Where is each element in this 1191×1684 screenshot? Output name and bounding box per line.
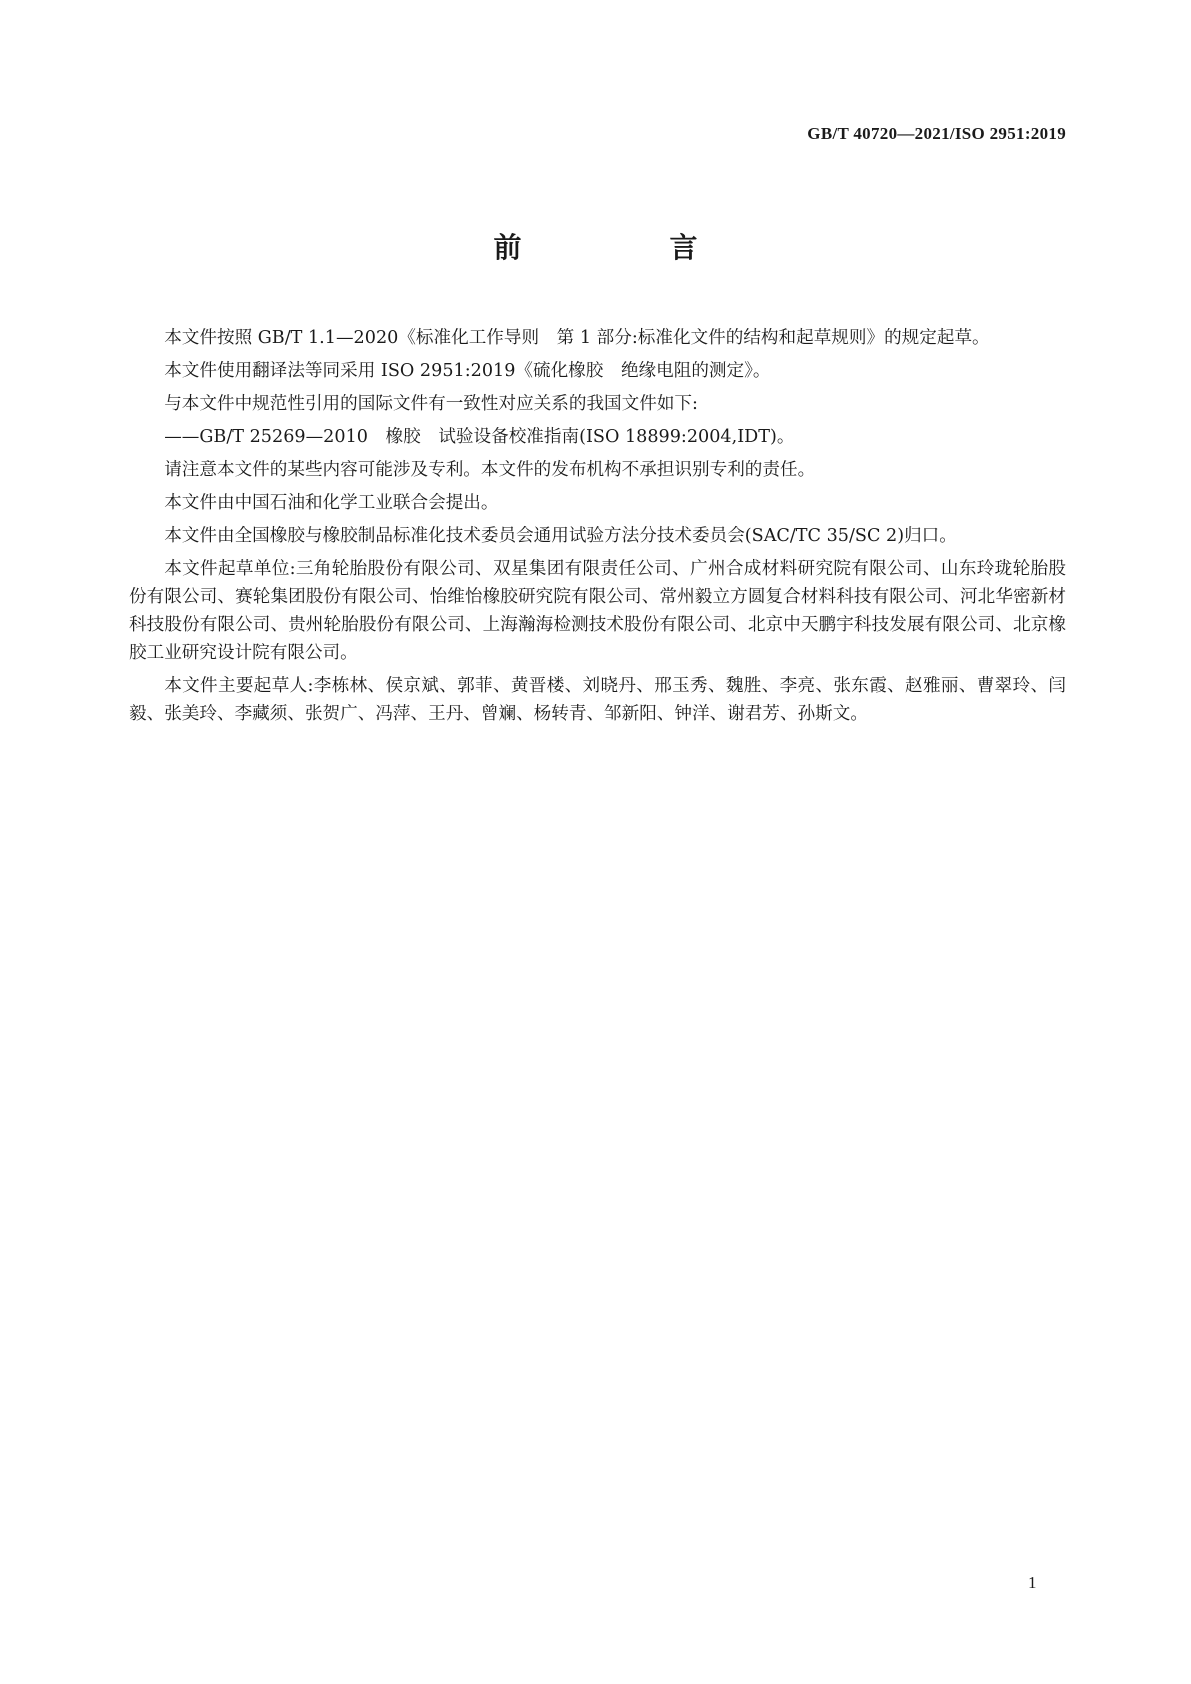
paragraph-reference-intro: 与本文件中规范性引用的国际文件有一致性对应关系的我国文件如下: <box>164 394 698 414</box>
paragraph-committee: 本文件由全国橡胶与橡胶制品标准化技术委员会通用试验方法分技术委员会(SAC/TC 35/SC 2)归口。 <box>164 526 957 546</box>
paragraph-reference-item: ——GB/T 25269—2010 橡胶 试验设备校准指南(ISO 18899:2004,IDT)。 <box>164 427 795 447</box>
paragraph-proposer: 本文件由中国石油和化学工业联合会提出。 <box>164 493 499 513</box>
paragraph-drafting-units: 本文件起草单位:三角轮胎股份有限公司、双星集团有限责任公司、广州合成材料研究院有限公司、山东玲珑轮胎股份有限公司、赛轮集团股份有限公司、怡维怡橡胶研究院有限公司、常州毅立方圆复合材料科技有限公司、河北华密新材科技股份有限公司、贵州轮胎股份有限公司、上海瀚海检测技术股份有限公司、北京中天鹏宇科技发展有限公司、北京橡胶工业研究设计院有限公司。 <box>129 559 1066 663</box>
paragraph-drafters: 本文件主要起草人:李栋林、侯京斌、郭菲、黄晋楼、刘晓丹、邢玉秀、魏胜、李亮、张东霞、赵雅丽、曹翠玲、闫毅、张美玲、李藏须、张贺广、冯萍、王丹、曾斓、杨转青、邹新阳、钟洋、谢君芳、孙斯文。 <box>129 676 1066 724</box>
paragraph-adoption: 本文件使用翻译法等同采用 ISO 2951:2019《硫化橡胶 绝缘电阻的测定》。 <box>164 361 771 381</box>
foreword-body <box>129 324 1066 733</box>
paragraph-patent-notice: 请注意本文件的某些内容可能涉及专利。本文件的发布机构不承担识别专利的责任。 <box>164 460 816 480</box>
page-number: 1 <box>1028 1573 1037 1592</box>
page-title: 前 言 <box>493 231 758 264</box>
paragraph-drafting-rules: 本文件按照 GB/T 1.1—2020《标准化工作导则 第 1 部分:标准化文件的结构和起草规则》的规定起草。 <box>164 328 990 348</box>
standard-code: GB/T 40720—2021/ISO 2951:2019 <box>807 124 1066 143</box>
